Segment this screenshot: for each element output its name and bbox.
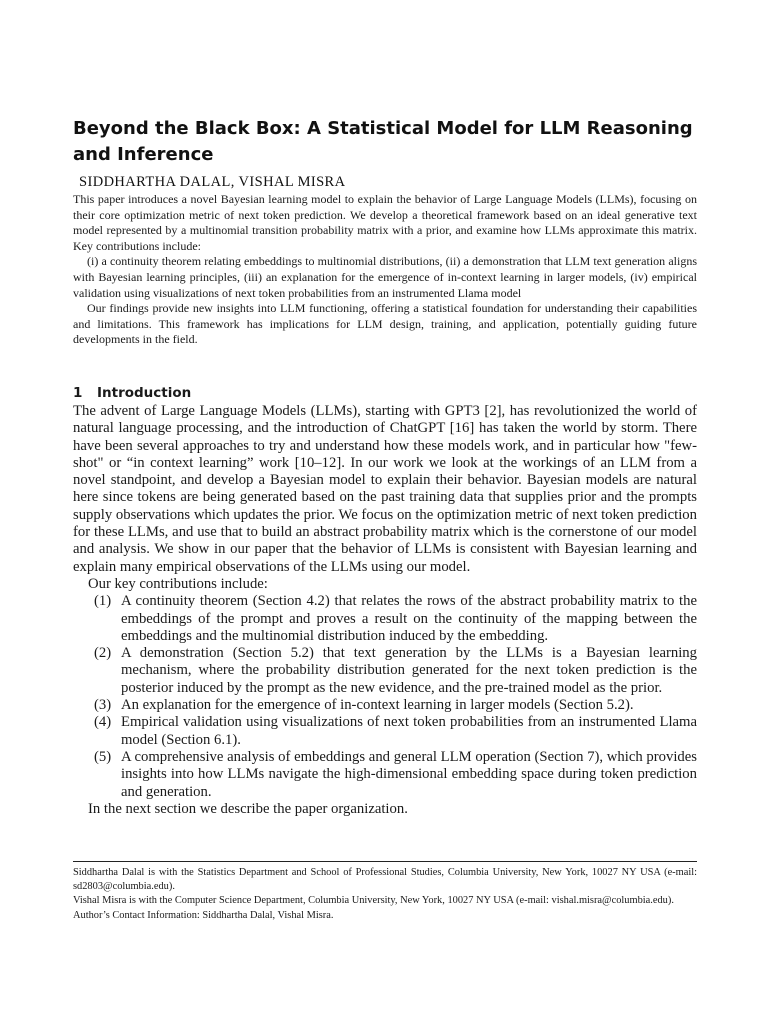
abstract-paragraph: Our findings provide new insights into LLM functioning, offering a statistical foundation for understanding their capabilities and limitations. This framework has implications for LLM design, training, and application, potentially guiding future developments in the field. (73, 301, 697, 347)
section-title: Introduction (97, 385, 192, 401)
contributions-list (73, 593, 697, 801)
abstract (73, 192, 697, 348)
footnote: Siddhartha Dalal is with the Statistics Department and School of Professional Studies, Columbia University, New York, 10027 NY USA (e-mail: sd2803@columbia.edu). (73, 867, 697, 893)
list-item (94, 697, 697, 714)
abstract-paragraph: (i) a continuity theorem relating embeddings to multinomial distributions, (ii) a demonstration that LLM text generation aligns with Bayesian learning principles, (iii) an explanation for the emergence of in-context learning in larger models, (iv) empirical validation using visualizations of next token probabilities from an instrumented Llama model (73, 254, 697, 300)
list-marker: (4) (94, 714, 112, 731)
list-item (94, 593, 697, 645)
footnotes (73, 866, 697, 923)
paper-title: Beyond the Black Box: A Statistical Model for LLM Reasoning and Inference (73, 118, 693, 165)
list-marker: (5) (94, 748, 112, 765)
author-list: SIDDHARTHA DALAL, VISHAL MISRA (79, 174, 346, 190)
section-heading (73, 384, 697, 402)
list-marker: (2) (94, 645, 112, 662)
section-body (73, 403, 697, 818)
list-marker: (3) (94, 697, 112, 714)
abstract-paragraph: This paper introduces a novel Bayesian learning model to explain the behavior of Large Language Models (LLMs), focusing on their core optimization metric of next token prediction. We develop a theoretical framework based on an ideal generative text model represented by a multinomial transition probability matrix with a prior, and examine how LLMs approximate this matrix. Key contributions include: (73, 192, 697, 253)
footnote: Vishal Misra is with the Computer Science Department, Columbia University, New York, 10027 NY USA (e-mail: vishal.misra@columbia.edu). (73, 895, 674, 907)
list-item-text: A continuity theorem (Section 4.2) that relates the rows of the abstract probability matrix to the embeddings of the prompt and proves a result on the continuity of the mapping between the embeddings and the multinomial distribution induced by the embedding. (121, 593, 697, 644)
list-marker: (1) (94, 593, 112, 610)
list-item-text: An explanation for the emergence of in-context learning in larger models (Section 5.2). (121, 697, 634, 714)
section-number: 1 (73, 385, 83, 401)
body-paragraph: In the next section we describe the paper organization. (88, 800, 408, 817)
contributions-lead: Our key contributions include: (88, 575, 268, 592)
list-item (94, 748, 697, 801)
list-item-text: A comprehensive analysis of embeddings and general LLM operation (Section 7), which provides insights into how LLMs navigate the high-dimensional embedding space during token prediction and generation. (121, 748, 697, 800)
list-item (94, 714, 697, 749)
footnote: Author’s Contact Information: Siddhartha Dalal, Vishal Misra. (73, 909, 334, 921)
list-item-text: Empirical validation using visualizations of next token probabilities from an instrumented Llama model (Section 6.1). (121, 714, 697, 748)
body-paragraph: The advent of Large Language Models (LLMs), starting with GPT3 [2], has revolutionized the world of natural language processing, and the introduction of ChatGPT [16] has taken the world by storm. There have been several approaches to try and understand how these models work, and in particular how "few-shot" or “in context learning” work [10–12]. In our work we look at the workings of an LLM from a novel standpoint, and develop a Bayesian model to explain their behavior. Bayesian models are natural here since tokens are being generated based on the past training data that supplies prior and the prompts supply observations which updates the prior. We focus on the optimization metric of next token prediction for these LLMs, and use that to build an abstract probability matrix which is the cornerstone of our model and analysis. We show in our paper that the behavior of LLMs is consistent with Bayesian learning and explain many empirical observations of the LLMs using our model. (73, 403, 697, 575)
list-item (94, 645, 697, 697)
footnote-divider (73, 861, 697, 862)
list-item-text: A demonstration (Section 5.2) that text generation by the LLMs is a Bayesian learning mechanism, where the probability distribution generated for the next token prediction is the posterior induced by the prompt as the new evidence, and the pre-trained model as the prior. (121, 645, 697, 696)
